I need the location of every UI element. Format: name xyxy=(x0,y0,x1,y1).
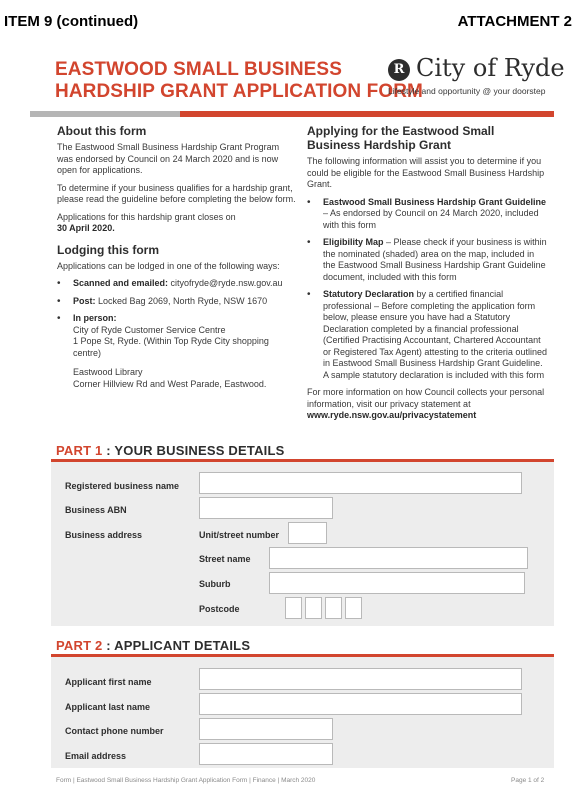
page-header xyxy=(0,13,584,31)
lodging-heading: Lodging this form xyxy=(57,242,159,257)
list-item xyxy=(307,237,549,283)
about-paragraph-1: The Eastwood Small Business Hardship Grant Program was endorsed by Council on 24 March 2020 and is now open for applications. xyxy=(57,142,280,175)
part1-heading xyxy=(56,443,284,458)
part2-heading xyxy=(56,638,250,653)
right-column xyxy=(307,124,549,422)
library-name: Eastwood Library xyxy=(73,367,143,377)
eligibility-map-text: – Please check if your business is within the nominated (shaded) area on the map, included in the Eastwood Small Business Hardship Grant Guideline document, included with this form xyxy=(323,237,547,282)
street-field[interactable] xyxy=(269,547,528,569)
phone-label: Contact phone number xyxy=(65,726,164,736)
statutory-declaration-text: by a certified financial professional – Before completing the application form below, please ensure you have had a Statutory Declaration completed by a financial professional (Certified Practising Accountant, Chartered Accountant or Registered Tax Agent) attesting to the criteria outlined in Eastwood Small Business Hardship Grant Guideline. A sample statutory declaration is included with this form xyxy=(323,289,547,380)
page-number: Page 1 of 2 xyxy=(511,777,545,784)
postcode-label: Postcode xyxy=(199,604,240,614)
list-item xyxy=(57,296,297,308)
item-label: ITEM 9 (continued) xyxy=(4,13,139,30)
part2-panel xyxy=(51,654,554,768)
last-name-label: Applicant last name xyxy=(65,702,151,712)
closing-date: 30 April 2020. xyxy=(57,223,115,233)
list-item xyxy=(307,289,549,381)
form-title-line2: HARDSHIP GRANT APPLICATION FORM xyxy=(55,81,423,102)
guideline-text: – As endorsed by Council on 24 March 2020, included with this form xyxy=(323,208,539,230)
customer-service-centre: City of Ryde Customer Service Centre xyxy=(73,324,226,335)
statutory-declaration-label: Statutory Declaration xyxy=(323,289,415,299)
postcode-digit-3[interactable] xyxy=(325,597,342,619)
registered-name-field[interactable] xyxy=(199,472,522,494)
title-divider-red xyxy=(180,111,554,117)
abn-label: Business ABN xyxy=(65,505,127,515)
postcode-digit-4[interactable] xyxy=(345,597,362,619)
applying-list xyxy=(307,197,549,382)
library-address: Corner Hillview Rd and West Parade, Eastwood. xyxy=(73,378,267,389)
guideline-label: Eastwood Small Business Hardship Grant Guideline xyxy=(323,196,547,207)
applying-intro: The following information will assist you to determine if you could be eligible for the Eastwood Small Business Hardship Grant. xyxy=(307,156,545,189)
about-paragraph-2: To determine if your business qualifies for a hardship grant, please read the guideline before completing the below form. xyxy=(57,182,296,204)
part1-title: : YOUR BUSINESS DETAILS xyxy=(102,443,285,458)
postcode-digit-1[interactable] xyxy=(285,597,302,619)
unit-label: Unit/street number xyxy=(199,530,280,540)
form-title xyxy=(55,59,423,103)
part2-title: : APPLICANT DETAILS xyxy=(102,638,251,653)
customer-service-address: 1 Pope St, Ryde. (Within Top Ryde City shopping centre) xyxy=(73,336,269,358)
email-label: Email address xyxy=(65,751,127,761)
registered-name-label: Registered business name xyxy=(65,481,180,491)
postcode-digit-2[interactable] xyxy=(305,597,322,619)
ryde-seal-icon: R xyxy=(388,59,410,81)
email-field[interactable] xyxy=(199,743,333,765)
about-heading: About this form xyxy=(57,124,147,138)
left-column xyxy=(57,124,297,396)
suburb-label: Suburb xyxy=(199,579,231,589)
post-address: Locked Bag 2069, North Ryde, NSW 1670 xyxy=(95,295,268,306)
lodging-list xyxy=(57,278,297,390)
scanned-email[interactable]: cityofryde@ryde.nsw.gov.au xyxy=(168,278,283,288)
unit-field[interactable] xyxy=(288,522,327,544)
list-item xyxy=(57,313,297,390)
closing-text: Applications for this hardship grant closes on xyxy=(57,211,236,222)
list-item xyxy=(307,197,549,232)
about-paragraph-3 xyxy=(57,212,297,235)
footer-text: Form | Eastwood Small Business Hardship Grant Application Form | Finance | March 2020 xyxy=(56,777,316,784)
title-divider-gray xyxy=(30,111,180,117)
in-person-label: • In person: xyxy=(73,313,117,323)
phone-field[interactable] xyxy=(199,718,333,740)
logo-tagline: Lifestyle and opportunity @ your doorstep xyxy=(388,86,546,96)
part1-number: PART 1 xyxy=(56,443,103,458)
logo-name: City of Ryde xyxy=(416,54,565,82)
street-label: Street name xyxy=(199,554,251,564)
privacy-link[interactable]: www.ryde.nsw.gov.au/privacystatement xyxy=(307,410,477,420)
last-name-field[interactable] xyxy=(199,693,522,715)
scanned-label: Scanned and emailed: xyxy=(73,278,169,288)
applying-heading: Applying for the Eastwood Small Business Hardship Grant xyxy=(307,124,495,152)
address-label: Business address xyxy=(65,530,143,540)
privacy-text: For more information on how Council collects your personal information, visit our privacy statement at xyxy=(307,387,545,409)
lodging-intro: Applications can be lodged in one of the following ways: xyxy=(57,260,280,271)
first-name-field[interactable] xyxy=(199,668,522,690)
post-label: Post: xyxy=(73,295,96,306)
attachment-label: ATTACHMENT 2 xyxy=(457,13,572,30)
part2-number: PART 2 xyxy=(56,638,103,653)
eligibility-map-label: Eligibility Map xyxy=(323,237,384,247)
list-item xyxy=(57,278,297,290)
first-name-label: Applicant first name xyxy=(65,677,152,687)
form-title-line1: EASTWOOD SMALL BUSINESS xyxy=(55,59,342,80)
abn-field[interactable] xyxy=(199,497,333,519)
suburb-field[interactable] xyxy=(269,572,525,594)
part1-panel xyxy=(51,459,554,626)
